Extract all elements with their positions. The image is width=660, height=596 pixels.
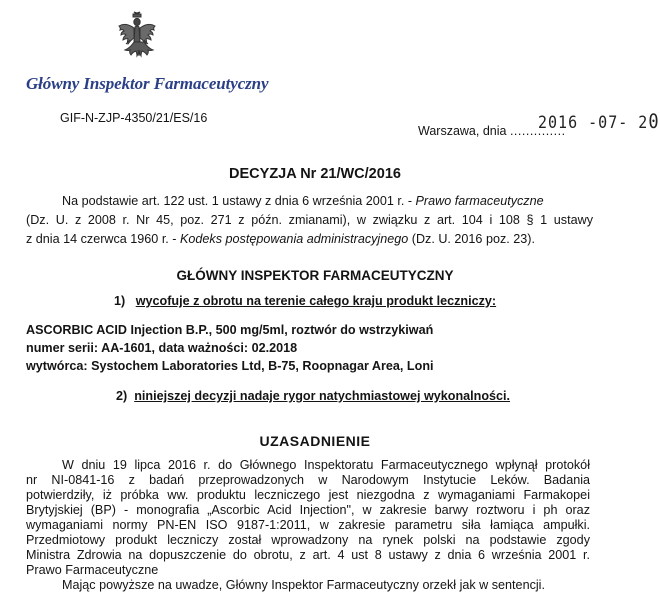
product-batch: numer serii: AA-1601, data ważności: 02.2018 [26, 341, 298, 355]
legal-basis-text: Na podstawie art. 122 ust. 1 ustawy z dnia 6 września 2001 r. - [62, 194, 416, 208]
legal-basis-text: z dnia 14 czerwca 1960 r. - [26, 232, 181, 246]
item-1-number: 1) [114, 294, 126, 308]
date-dots: .............. [509, 124, 566, 138]
legal-basis-act: Prawo farmaceutyczne [415, 194, 544, 208]
item-2-number: 2) [116, 389, 128, 403]
product-manufacturer: wytwórca: Systochem Laboratories Ltd, B-75, Roopnagar Area, Loni [26, 359, 434, 373]
justification-line: Brytyjskiej (BP) - monografia „Ascorbic Acid Injection", w zakresie barwy roztworu i ph oraz [26, 503, 590, 517]
reference-number: GIF-N-ZJP-4350/21/ES/16 [60, 111, 208, 125]
legal-basis-journal: (Dz. U. 2016 poz. 23). [408, 232, 535, 246]
polish-eagle-emblem-icon [116, 10, 158, 60]
decision-title: DECYZJA Nr 21/WC/2016 [229, 166, 401, 182]
handwritten-date-last-digit: 0 [648, 110, 660, 134]
justification-line: W dniu 19 lipca 2016 r. do Głównego Inspektoratu Farmaceutycznego wpłynął protokół [62, 458, 590, 472]
legal-basis-line-3 [26, 232, 535, 246]
item-2 [116, 389, 510, 403]
authority-header: GŁÓWNY INSPEKTOR FARMACEUTYCZNY [176, 268, 454, 283]
justification-heading: UZASADNIENIE [259, 433, 371, 449]
justification-closing: Mając powyższe na uwadze, Główny Inspektor Farmaceutyczny orzekł jak w sentencji. [62, 578, 545, 592]
institution-name: Główny Inspektor Farmaceutyczny [26, 74, 269, 93]
legal-basis-line-1 [62, 194, 544, 208]
item-2-text: niniejszej decyzji nadaje rygor natychmiastowej wykonalności. [134, 389, 511, 403]
handwritten-date [538, 111, 660, 134]
legal-basis-line-2: (Dz. U. z 2008 r. Nr 45, poz. 271 z późn. zmianami), w związku z art. 104 i 108 § 1 ustawy [26, 213, 593, 227]
legal-basis-code: Kodeks postępowania administracyjnego [180, 232, 409, 246]
justification-line: potwierdziły, iż próbka ww. produktu leczniczego jest niezgodna z wymaganiami Farmakopei [26, 488, 590, 502]
item-1-text: wycofuje z obrotu na terenie całego kraju produkt leczniczy: [135, 294, 497, 308]
justification-line: Prawo Farmaceutyczne [26, 563, 159, 577]
justification-line: Ministra Zdrowia na dopuszczenie do obrotu, z art. 4 ust 8 ustawy z dnia 6 września 2001 r. [26, 548, 590, 562]
justification-line: wymaganiami normy PN-EN ISO 9187-1:2011, w zakresie parametru siła łamiąca ampułki. [26, 518, 590, 532]
item-1 [114, 294, 496, 308]
justification-line: Przedmiotowy produkt leczniczy został wprowadzony na rynek polski na podstawie zgody [26, 533, 590, 547]
place-label: Warszawa, dnia [418, 124, 507, 138]
product-name: ASCORBIC ACID Injection B.P., 500 mg/5ml, roztwór do wstrzykiwań [26, 323, 434, 337]
justification-line: nr NI-0841-16 z badań przeprowadzonych w Narodowym Instytucie Leków. Badania [26, 473, 590, 487]
handwritten-date-main: 2016 -07- 2 [538, 111, 649, 133]
